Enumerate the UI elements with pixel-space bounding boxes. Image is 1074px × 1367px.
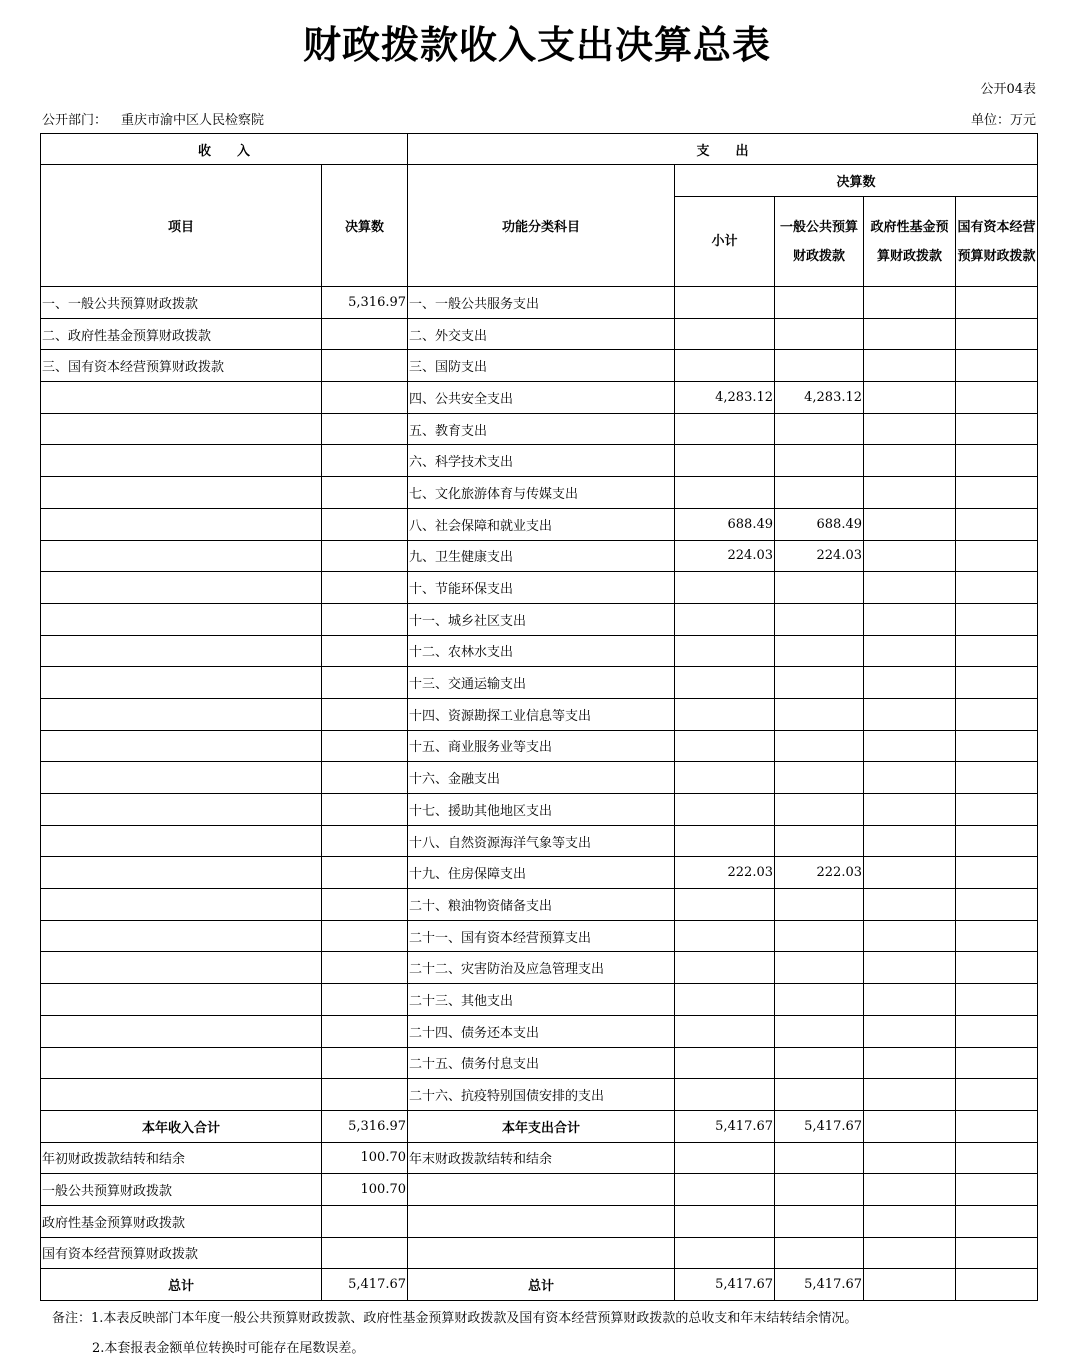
gov-fund-cell	[864, 508, 956, 540]
gov-fund-cell	[864, 540, 956, 572]
gov-fund-cell	[864, 318, 956, 350]
gov-fund-cell	[864, 1110, 956, 1142]
income-item	[41, 667, 322, 699]
subtotal-cell	[675, 984, 775, 1016]
table-row	[41, 635, 1038, 667]
state-capital-cell	[956, 889, 1038, 921]
table-row	[41, 762, 1038, 794]
income-amount	[322, 318, 408, 350]
income-amount	[322, 920, 408, 952]
state-capital-cell	[956, 1015, 1038, 1047]
state-capital-cell	[956, 762, 1038, 794]
subtotal-cell	[675, 477, 775, 509]
expense-item	[408, 1174, 675, 1206]
general-budget-cell	[775, 1174, 864, 1206]
subtotal-cell	[675, 889, 775, 921]
expense-item: 九、卫生健康支出	[408, 540, 675, 572]
income-amount	[322, 889, 408, 921]
expense-item: 八、社会保障和就业支出	[408, 508, 675, 540]
expense-item: 二十、粮油物资储备支出	[408, 889, 675, 921]
gov-fund-cell	[864, 1205, 956, 1237]
general-budget-cell	[775, 794, 864, 826]
subtotal-header: 小计	[675, 197, 775, 287]
general-budget-cell	[775, 889, 864, 921]
gov-fund-cell	[864, 667, 956, 699]
table-row	[41, 540, 1038, 572]
general-budget-cell	[775, 287, 864, 319]
state-capital-cell	[956, 603, 1038, 635]
income-amount	[322, 540, 408, 572]
expense-item: 十八、自然资源海洋气象等支出	[408, 825, 675, 857]
carryover-row	[41, 1174, 1038, 1206]
gov-fund-cell	[864, 698, 956, 730]
carryover-row	[41, 1237, 1038, 1269]
expense-item: 十六、金融支出	[408, 762, 675, 794]
gov-fund-cell	[864, 477, 956, 509]
final-amount-header: 决算数	[675, 165, 1038, 197]
gov-fund-cell	[864, 730, 956, 762]
table-row	[41, 794, 1038, 826]
state-capital-cell	[956, 508, 1038, 540]
subtotal-cell	[675, 920, 775, 952]
finance-table	[40, 133, 1038, 1301]
state-capital-cell	[956, 1142, 1038, 1174]
state-capital-cell	[956, 857, 1038, 889]
income-amount	[322, 1079, 408, 1111]
expense-item: 五、教育支出	[408, 413, 675, 445]
subtotal-cell: 224.03	[675, 540, 775, 572]
gov-fund-cell	[864, 1079, 956, 1111]
expense-item: 十、节能环保支出	[408, 572, 675, 604]
income-item	[41, 382, 322, 414]
income-item	[41, 984, 322, 1016]
department-name: 重庆市渝中区人民检察院	[121, 113, 265, 128]
table-row	[41, 952, 1038, 984]
table-row	[41, 1015, 1038, 1047]
subtotal-cell: 5,417.67	[675, 1110, 775, 1142]
subtotal-cell	[675, 825, 775, 857]
gov-fund-cell	[864, 1174, 956, 1206]
expense-item	[408, 1205, 675, 1237]
income-amount	[322, 952, 408, 984]
table-row	[41, 1047, 1038, 1079]
subtotal-cell	[675, 1015, 775, 1047]
income-amount	[322, 1015, 408, 1047]
income-amount	[322, 572, 408, 604]
income-item: 政府性基金预算财政拨款	[41, 1205, 322, 1237]
gov-fund-cell	[864, 382, 956, 414]
department	[42, 109, 264, 128]
gov-fund-cell	[864, 603, 956, 635]
state-capital-cell	[956, 1174, 1038, 1206]
table-row	[41, 477, 1038, 509]
subtotal-cell: 688.49	[675, 508, 775, 540]
income-item: 二、政府性基金预算财政拨款	[41, 318, 322, 350]
general-budget-cell	[775, 1237, 864, 1269]
general-budget-cell	[775, 762, 864, 794]
gov-fund-cell	[864, 572, 956, 604]
gov-fund-cell	[864, 350, 956, 382]
general-budget-cell	[775, 350, 864, 382]
income-item	[41, 698, 322, 730]
general-budget-cell	[775, 667, 864, 699]
subtotal-cell	[675, 1079, 775, 1111]
expense-item: 二十五、债务付息支出	[408, 1047, 675, 1079]
gov-fund-cell	[864, 857, 956, 889]
general-budget-cell	[775, 984, 864, 1016]
expense-item: 本年支出合计	[408, 1110, 675, 1142]
income-amount: 5,316.97	[322, 1110, 408, 1142]
general-budget-cell	[775, 1015, 864, 1047]
income-item	[41, 603, 322, 635]
state-capital-cell	[956, 698, 1038, 730]
income-item	[41, 730, 322, 762]
expense-item: 一、一般公共服务支出	[408, 287, 675, 319]
state-capital-cell	[956, 667, 1038, 699]
income-item	[41, 1079, 322, 1111]
income-item	[41, 540, 322, 572]
income-item	[41, 952, 322, 984]
general-budget-cell	[775, 952, 864, 984]
income-amount	[322, 667, 408, 699]
page-title: 财政拨款收入支出决算总表	[302, 23, 771, 67]
income-item: 总计	[41, 1269, 322, 1301]
state-capital-cell	[956, 1110, 1038, 1142]
expense-item: 十四、资源勘探工业信息等支出	[408, 698, 675, 730]
income-amount	[322, 1047, 408, 1079]
table-row	[41, 730, 1038, 762]
general-budget-cell	[775, 413, 864, 445]
state-capital-cell	[956, 1079, 1038, 1111]
table-row	[41, 667, 1038, 699]
gov-fund-cell	[864, 825, 956, 857]
subtotal-cell	[675, 730, 775, 762]
gov-fund-cell	[864, 635, 956, 667]
gov-fund-cell	[864, 920, 956, 952]
state-capital-cell	[956, 540, 1038, 572]
state-capital-cell	[956, 920, 1038, 952]
income-amount	[322, 698, 408, 730]
subtotal-cell: 5,417.67	[675, 1269, 775, 1301]
income-item: 国有资本经营预算财政拨款	[41, 1237, 322, 1269]
gov-fund-cell	[864, 1237, 956, 1269]
subtotal-cell	[675, 572, 775, 604]
subtotal-cell	[675, 1142, 775, 1174]
income-amount	[322, 1237, 408, 1269]
expense-item: 十三、交通运输支出	[408, 667, 675, 699]
expense-item	[408, 1237, 675, 1269]
income-item	[41, 794, 322, 826]
income-item	[41, 825, 322, 857]
gov-fund-header: 政府性基金预算财政拨款	[864, 197, 956, 287]
expense-item: 四、公共安全支出	[408, 382, 675, 414]
general-budget-cell: 5,417.67	[775, 1110, 864, 1142]
state-capital-cell	[956, 952, 1038, 984]
expense-item: 三、国防支出	[408, 350, 675, 382]
general-budget-cell	[775, 730, 864, 762]
state-capital-cell	[956, 730, 1038, 762]
state-capital-cell	[956, 635, 1038, 667]
table-row	[41, 825, 1038, 857]
gov-fund-cell	[864, 1015, 956, 1047]
income-amount	[322, 730, 408, 762]
income-item	[41, 445, 322, 477]
expense-item: 二十二、灾害防治及应急管理支出	[408, 952, 675, 984]
form-number: 公开04表	[980, 82, 1036, 97]
subtotal-cell: 4,283.12	[675, 382, 775, 414]
income-item	[41, 857, 322, 889]
income-item	[41, 572, 322, 604]
subtotal-cell	[675, 1205, 775, 1237]
expense-item: 十五、商业服务业等支出	[408, 730, 675, 762]
table-row	[41, 889, 1038, 921]
note-2: 2.本套报表金额单位转换时可能存在尾数误差。	[92, 1341, 365, 1356]
income-amount	[322, 857, 408, 889]
income-item	[41, 920, 322, 952]
carryover-row	[41, 1142, 1038, 1174]
income-amount	[322, 762, 408, 794]
income-item: 三、国有资本经营预算财政拨款	[41, 350, 322, 382]
table-row	[41, 920, 1038, 952]
gov-fund-cell	[864, 889, 956, 921]
grand-total-row	[41, 1269, 1038, 1301]
expense-item: 二、外交支出	[408, 318, 675, 350]
income-item: 一、一般公共预算财政拨款	[41, 287, 322, 319]
subtotal-cell	[675, 1237, 775, 1269]
income-item	[41, 477, 322, 509]
income-item: 本年收入合计	[41, 1110, 322, 1142]
general-budget-cell: 5,417.67	[775, 1269, 864, 1301]
expense-item: 十七、援助其他地区支出	[408, 794, 675, 826]
expense-item: 十二、农林水支出	[408, 635, 675, 667]
general-budget-header: 一般公共预算财政拨款	[775, 197, 864, 287]
state-capital-cell	[956, 1237, 1038, 1269]
subtotal-cell	[675, 698, 775, 730]
expense-item: 十一、城乡社区支出	[408, 603, 675, 635]
income-amount: 100.70	[322, 1174, 408, 1206]
table-row	[41, 287, 1038, 319]
state-capital-cell	[956, 1205, 1038, 1237]
income-amount	[322, 350, 408, 382]
income-amount	[322, 1205, 408, 1237]
gov-fund-cell	[864, 1269, 956, 1301]
year-total-row	[41, 1110, 1038, 1142]
table-row	[41, 984, 1038, 1016]
income-item: 年初财政拨款结转和结余	[41, 1142, 322, 1174]
general-budget-cell: 224.03	[775, 540, 864, 572]
expense-item: 总计	[408, 1269, 675, 1301]
expense-header: 支 出	[408, 134, 1038, 165]
income-item	[41, 413, 322, 445]
general-budget-cell: 4,283.12	[775, 382, 864, 414]
table-row	[41, 698, 1038, 730]
income-item	[41, 889, 322, 921]
general-budget-cell	[775, 920, 864, 952]
general-budget-cell	[775, 1047, 864, 1079]
expense-item: 二十三、其他支出	[408, 984, 675, 1016]
state-capital-cell	[956, 318, 1038, 350]
general-budget-cell	[775, 572, 864, 604]
income-amount	[322, 508, 408, 540]
income-amount	[322, 825, 408, 857]
table-row	[41, 508, 1038, 540]
subtotal-cell	[675, 350, 775, 382]
general-budget-cell: 688.49	[775, 508, 864, 540]
general-budget-cell	[775, 445, 864, 477]
income-item	[41, 762, 322, 794]
gov-fund-cell	[864, 1142, 956, 1174]
state-capital-cell	[956, 445, 1038, 477]
department-label: 公开部门：	[42, 113, 108, 128]
subtotal-cell	[675, 667, 775, 699]
expense-item: 七、文化旅游体育与传媒支出	[408, 477, 675, 509]
subtotal-cell	[675, 1174, 775, 1206]
income-amount	[322, 382, 408, 414]
table-row	[41, 382, 1038, 414]
state-capital-cell	[956, 984, 1038, 1016]
state-capital-cell	[956, 794, 1038, 826]
subtotal-cell	[675, 762, 775, 794]
general-budget-cell	[775, 1205, 864, 1237]
table-row	[41, 603, 1038, 635]
income-amount	[322, 794, 408, 826]
item-header: 项目	[41, 165, 322, 287]
gov-fund-cell	[864, 952, 956, 984]
income-amount: 100.70	[322, 1142, 408, 1174]
table-row	[41, 413, 1038, 445]
state-capital-cell	[956, 350, 1038, 382]
gov-fund-cell	[864, 287, 956, 319]
income-amount	[322, 603, 408, 635]
expense-item: 二十一、国有资本经营预算支出	[408, 920, 675, 952]
general-budget-cell	[775, 318, 864, 350]
income-amount: 5,316.97	[322, 287, 408, 319]
subtotal-cell: 222.03	[675, 857, 775, 889]
table-row	[41, 318, 1038, 350]
income-amount	[322, 413, 408, 445]
state-capital-cell	[956, 287, 1038, 319]
state-capital-cell	[956, 382, 1038, 414]
subtotal-cell	[675, 287, 775, 319]
state-capital-cell	[956, 572, 1038, 604]
income-amount	[322, 477, 408, 509]
general-budget-cell: 222.03	[775, 857, 864, 889]
general-budget-cell	[775, 477, 864, 509]
state-capital-cell	[956, 1047, 1038, 1079]
expense-item: 六、科学技术支出	[408, 445, 675, 477]
expense-item: 年末财政拨款结转和结余	[408, 1142, 675, 1174]
income-amount	[322, 984, 408, 1016]
gov-fund-cell	[864, 413, 956, 445]
table-row	[41, 572, 1038, 604]
income-header: 收 入	[41, 134, 408, 165]
general-budget-cell	[775, 698, 864, 730]
general-budget-cell	[775, 603, 864, 635]
subtotal-cell	[675, 952, 775, 984]
subtotal-cell	[675, 794, 775, 826]
table-row	[41, 857, 1038, 889]
subtotal-cell	[675, 1047, 775, 1079]
gov-fund-cell	[864, 794, 956, 826]
subtotal-cell	[675, 445, 775, 477]
expense-item: 十九、住房保障支出	[408, 857, 675, 889]
function-class-header: 功能分类科目	[408, 165, 675, 287]
general-budget-cell	[775, 825, 864, 857]
subtotal-cell	[675, 413, 775, 445]
expense-item: 二十六、抗疫特别国债安排的支出	[408, 1079, 675, 1111]
table-row	[41, 1079, 1038, 1111]
income-item	[41, 635, 322, 667]
general-budget-cell	[775, 1079, 864, 1111]
amount-header: 决算数	[322, 165, 408, 287]
income-amount	[322, 635, 408, 667]
state-capital-cell	[956, 413, 1038, 445]
table-row	[41, 350, 1038, 382]
subtotal-cell	[675, 318, 775, 350]
income-amount	[322, 445, 408, 477]
carryover-row	[41, 1205, 1038, 1237]
subtotal-cell	[675, 635, 775, 667]
general-budget-cell	[775, 635, 864, 667]
gov-fund-cell	[864, 445, 956, 477]
subtotal-cell	[675, 603, 775, 635]
state-capital-cell	[956, 825, 1038, 857]
table-row	[41, 445, 1038, 477]
gov-fund-cell	[864, 762, 956, 794]
unit-label: 单位：万元	[970, 113, 1036, 128]
income-item	[41, 1047, 322, 1079]
expense-item: 二十四、债务还本支出	[408, 1015, 675, 1047]
note-1: 备注：1.本表反映部门本年度一般公共预算财政拨款、政府性基金预算财政拨款及国有资本经营预算财政拨款的总收支和年末结转结余情况。	[52, 1311, 858, 1326]
income-amount: 5,417.67	[322, 1269, 408, 1301]
gov-fund-cell	[864, 984, 956, 1016]
income-item	[41, 508, 322, 540]
state-capital-cell	[956, 477, 1038, 509]
income-item: 一般公共预算财政拨款	[41, 1174, 322, 1206]
general-budget-cell	[775, 1142, 864, 1174]
income-item	[41, 1015, 322, 1047]
state-capital-header: 国有资本经营预算财政拨款	[956, 197, 1038, 287]
state-capital-cell	[956, 1269, 1038, 1301]
gov-fund-cell	[864, 1047, 956, 1079]
